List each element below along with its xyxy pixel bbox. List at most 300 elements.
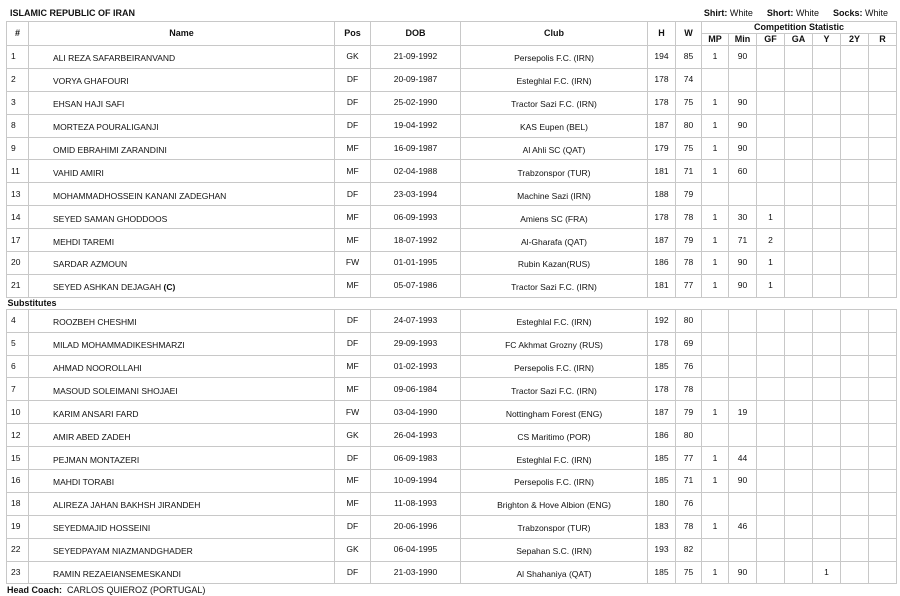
player-position: MF [335,470,371,493]
player-position: DF [335,332,371,355]
player-height: 186 [648,424,676,447]
stat-r [869,424,897,447]
stat-y [813,229,841,252]
player-height: 193 [648,538,676,561]
player-club: Nottingham Forest (ENG) [461,401,648,424]
player-name: MORTEZA POURALIGANJI [29,114,335,137]
col-mp: MP [702,34,729,46]
stat-y [813,183,841,206]
player-club: Al Shahaniya (QAT) [461,561,648,584]
player-position: MF [335,355,371,378]
header-row-1 [7,22,897,34]
stat-y [813,252,841,275]
stat-2y [841,378,869,401]
stat-2y [841,447,869,470]
stat-gf [757,114,785,137]
player-weight: 80 [676,424,702,447]
player-dob: 06-09-1993 [371,206,461,229]
player-dob: 06-09-1983 [371,447,461,470]
head-coach [6,584,890,596]
player-club: KAS Eupen (BEL) [461,114,648,137]
player-dob: 18-07-1992 [371,229,461,252]
stat-y [813,309,841,332]
table-row [7,137,897,160]
stat-2y [841,137,869,160]
player-weight: 82 [676,538,702,561]
player-dob: 01-02-1993 [371,355,461,378]
stat-2y [841,183,869,206]
player-name: RAMIN REZAEIANSEMESKANDI [29,561,335,584]
player-name: ALIREZA JAHAN BAKHSH JIRANDEH [29,492,335,515]
stat-min [729,332,757,355]
player-dob: 25-02-1990 [371,91,461,114]
player-dob: 20-06-1996 [371,515,461,538]
stat-gf [757,515,785,538]
stat-ga [785,401,813,424]
stat-r [869,229,897,252]
substitutes-body [7,309,897,584]
player-number: 18 [7,492,29,515]
stat-min: 90 [729,46,757,69]
stat-r [869,274,897,297]
player-club: Tractor Sazi F.C. (IRN) [461,378,648,401]
stat-y [813,401,841,424]
stat-min [729,309,757,332]
player-weight: 76 [676,492,702,515]
stat-gf [757,91,785,114]
stat-r [869,183,897,206]
stat-min: 60 [729,160,757,183]
stat-2y [841,424,869,447]
table-row [7,355,897,378]
stat-mp: 1 [702,515,729,538]
stat-r [869,114,897,137]
stat-ga [785,137,813,160]
col-dob: DOB [371,22,461,46]
stat-r [869,470,897,493]
stat-ga [785,515,813,538]
player-name: SARDAR AZMOUN [29,252,335,275]
player-dob: 23-03-1994 [371,183,461,206]
table-row [7,378,897,401]
stat-ga [785,160,813,183]
stat-2y [841,492,869,515]
col-ga: GA [785,34,813,46]
col-pos: Pos [335,22,371,46]
player-name: PEJMAN MONTAZERI [29,447,335,470]
stat-gf [757,492,785,515]
stat-r [869,91,897,114]
player-name: MILAD MOHAMMADIKESHMARZI [29,332,335,355]
col-stats-group: Competition Statistic [702,22,897,34]
shirt-color: Shirt: White [703,7,753,18]
stat-gf [757,68,785,91]
table-row [7,561,897,584]
player-position: GK [335,424,371,447]
player-dob: 26-04-1993 [371,424,461,447]
stat-ga [785,492,813,515]
player-dob: 20-09-1987 [371,68,461,91]
stat-gf: 1 [757,252,785,275]
stat-min [729,492,757,515]
table-row [7,515,897,538]
player-height: 194 [648,46,676,69]
stat-mp [702,492,729,515]
player-position: MF [335,137,371,160]
stat-ga [785,252,813,275]
player-height: 185 [648,470,676,493]
player-weight: 78 [676,252,702,275]
player-name: AHMAD NOOROLLAHI [29,355,335,378]
player-name: ROOZBEH CHESHMI [29,309,335,332]
stat-ga [785,378,813,401]
player-weight: 79 [676,401,702,424]
player-number: 10 [7,401,29,424]
stat-ga [785,355,813,378]
stat-r [869,206,897,229]
player-position: FW [335,401,371,424]
player-club: Tractor Sazi F.C. (IRN) [461,91,648,114]
player-height: 187 [648,114,676,137]
head-coach-name: CARLOS QUIEROZ (PORTUGAL) [67,585,206,596]
player-number: 17 [7,229,29,252]
head-coach-label: Head Coach: [7,585,63,596]
stat-min: 71 [729,229,757,252]
stat-min: 19 [729,401,757,424]
shorts-color: Short: White [766,7,819,18]
stat-2y [841,252,869,275]
stat-mp [702,355,729,378]
player-weight: 77 [676,447,702,470]
player-name: MEHDI TAREMI [29,229,335,252]
stat-min: 90 [729,137,757,160]
player-position: MF [335,229,371,252]
stat-min [729,183,757,206]
table-row [7,274,897,297]
stat-r [869,252,897,275]
player-number: 20 [7,252,29,275]
stat-min: 90 [729,561,757,584]
stat-ga [785,91,813,114]
player-number: 7 [7,378,29,401]
player-weight: 75 [676,137,702,160]
stat-min: 30 [729,206,757,229]
player-dob: 29-09-1993 [371,332,461,355]
player-weight: 78 [676,378,702,401]
stat-y [813,137,841,160]
player-number: 13 [7,183,29,206]
player-club: Persepolis F.C. (IRN) [461,46,648,69]
stat-mp: 1 [702,137,729,160]
stat-r [869,538,897,561]
table-row [7,206,897,229]
player-weight: 75 [676,561,702,584]
player-weight: 77 [676,274,702,297]
player-club: Persepolis F.C. (IRN) [461,355,648,378]
stat-2y [841,515,869,538]
player-club: Machine Sazi (IRN) [461,183,648,206]
player-weight: 71 [676,470,702,493]
stat-min: 46 [729,515,757,538]
stat-min: 90 [729,91,757,114]
player-number: 3 [7,91,29,114]
player-club: Persepolis F.C. (IRN) [461,470,648,493]
stat-y [813,378,841,401]
stat-gf [757,137,785,160]
player-name: ALI REZA SAFARBEIRANVAND [29,46,335,69]
player-height: 181 [648,274,676,297]
table-row [7,424,897,447]
stat-r [869,378,897,401]
table-row [7,447,897,470]
stat-mp: 1 [702,252,729,275]
player-height: 183 [648,515,676,538]
col-r: R [869,34,897,46]
player-height: 178 [648,378,676,401]
col-height: H [648,22,676,46]
col-min: Min [729,34,757,46]
stat-mp: 1 [702,229,729,252]
stat-gf [757,160,785,183]
player-position: GK [335,46,371,69]
stat-y [813,114,841,137]
player-dob: 10-09-1994 [371,470,461,493]
table-row [7,492,897,515]
table-row [7,229,897,252]
stat-r [869,447,897,470]
stat-mp: 1 [702,447,729,470]
stat-y [813,515,841,538]
player-dob: 09-06-1984 [371,378,461,401]
player-name: MASOUD SOLEIMANI SHOJAEI [29,378,335,401]
player-number: 11 [7,160,29,183]
stat-mp [702,538,729,561]
stat-ga [785,447,813,470]
player-number: 8 [7,114,29,137]
stat-ga [785,114,813,137]
stat-2y [841,206,869,229]
table-row [7,160,897,183]
player-weight: 69 [676,332,702,355]
stat-2y [841,470,869,493]
table-row [7,91,897,114]
stat-ga [785,538,813,561]
stat-y [813,447,841,470]
stat-r [869,401,897,424]
stat-mp [702,332,729,355]
player-dob: 01-01-1995 [371,252,461,275]
stat-ga [785,424,813,447]
player-weight: 71 [676,160,702,183]
player-height: 185 [648,355,676,378]
stat-min: 90 [729,252,757,275]
player-weight: 80 [676,114,702,137]
player-height: 181 [648,160,676,183]
kit-colors [704,8,888,18]
player-height: 192 [648,309,676,332]
table-row [7,114,897,137]
stat-r [869,561,897,584]
stat-ga [785,206,813,229]
player-position: DF [335,515,371,538]
stat-2y [841,538,869,561]
stat-mp: 1 [702,46,729,69]
stat-2y [841,46,869,69]
stat-ga [785,229,813,252]
stat-min: 90 [729,114,757,137]
stat-gf [757,309,785,332]
stat-2y [841,160,869,183]
player-dob: 19-04-1992 [371,114,461,137]
player-name: SEYED ASHKAN DEJAGAH (C) [29,274,335,297]
stat-2y [841,309,869,332]
stat-gf [757,447,785,470]
stat-ga [785,274,813,297]
player-number: 2 [7,68,29,91]
captain-badge: (C) [163,282,176,293]
player-dob: 02-04-1988 [371,160,461,183]
stat-mp: 1 [702,160,729,183]
stat-r [869,137,897,160]
player-name: AMIR ABED ZADEH [29,424,335,447]
stat-mp [702,183,729,206]
player-number: 16 [7,470,29,493]
table-row [7,538,897,561]
stat-ga [785,309,813,332]
stat-gf: 2 [757,229,785,252]
substitutes-heading-row [7,297,897,309]
stat-y [813,46,841,69]
player-dob: 11-08-1993 [371,492,461,515]
stat-y [813,160,841,183]
player-weight: 85 [676,46,702,69]
stat-gf [757,470,785,493]
stat-r [869,515,897,538]
stat-min [729,424,757,447]
col-weight: W [676,22,702,46]
stat-gf [757,424,785,447]
player-weight: 78 [676,206,702,229]
player-height: 180 [648,492,676,515]
player-position: DF [335,183,371,206]
stat-2y [841,274,869,297]
table-row [7,183,897,206]
player-club: Rubin Kazan(RUS) [461,252,648,275]
stat-r [869,309,897,332]
stat-y [813,538,841,561]
stat-mp: 1 [702,114,729,137]
player-height: 187 [648,229,676,252]
col-club: Club [461,22,648,46]
player-position: DF [335,309,371,332]
player-height: 179 [648,137,676,160]
player-club: Trabzonspor (TUR) [461,515,648,538]
player-number: 14 [7,206,29,229]
squad-table [6,21,897,584]
stat-mp: 1 [702,470,729,493]
player-name: SEYEDMAJID HOSSEINI [29,515,335,538]
stat-r [869,68,897,91]
stat-r [869,332,897,355]
player-name: OMID EBRAHIMI ZARANDINI [29,137,335,160]
stat-2y [841,401,869,424]
player-dob: 24-07-1993 [371,309,461,332]
stat-y [813,470,841,493]
stat-gf [757,46,785,69]
stat-r [869,355,897,378]
player-weight: 76 [676,355,702,378]
substitutes-label: Substitutes [7,297,897,309]
stat-gf [757,332,785,355]
stat-mp [702,378,729,401]
player-name: SEYEDPAYAM NIAZMANDGHADER [29,538,335,561]
table-row [7,252,897,275]
player-number: 1 [7,46,29,69]
player-number: 21 [7,274,29,297]
player-position: DF [335,114,371,137]
player-club: CS Maritimo (POR) [461,424,648,447]
stat-y [813,424,841,447]
player-club: Esteghlal F.C. (IRN) [461,447,648,470]
stat-mp [702,309,729,332]
stat-gf [757,538,785,561]
col-2y: 2Y [841,34,869,46]
stat-ga [785,561,813,584]
player-dob: 05-07-1986 [371,274,461,297]
player-height: 185 [648,561,676,584]
player-number: 19 [7,515,29,538]
stat-y: 1 [813,561,841,584]
player-weight: 79 [676,183,702,206]
player-name: VAHID AMIRI [29,160,335,183]
stat-y [813,492,841,515]
player-name: MOHAMMADHOSSEIN KANANI ZADEGHAN [29,183,335,206]
player-number: 5 [7,332,29,355]
stat-gf [757,378,785,401]
stat-gf: 1 [757,274,785,297]
stat-2y [841,332,869,355]
player-club: Esteghlal F.C. (IRN) [461,68,648,91]
player-club: Brighton & Hove Albion (ENG) [461,492,648,515]
stat-y [813,68,841,91]
player-height: 178 [648,68,676,91]
player-number: 23 [7,561,29,584]
stat-ga [785,332,813,355]
player-club: Al-Gharafa (QAT) [461,229,648,252]
stat-gf [757,401,785,424]
player-position: MF [335,160,371,183]
col-y: Y [813,34,841,46]
stat-gf: 1 [757,206,785,229]
player-name: VORYA GHAFOURI [29,68,335,91]
stat-2y [841,561,869,584]
stat-mp: 1 [702,561,729,584]
table-row [7,46,897,69]
stat-ga [785,183,813,206]
stat-r [869,492,897,515]
player-club: Al Ahli SC (QAT) [461,137,648,160]
player-height: 188 [648,183,676,206]
stat-mp: 1 [702,401,729,424]
stat-2y [841,229,869,252]
table-row [7,68,897,91]
stat-y [813,91,841,114]
squad-sheet [6,0,890,596]
stat-r [869,160,897,183]
player-dob: 21-09-1992 [371,46,461,69]
player-dob: 16-09-1987 [371,137,461,160]
player-number: 22 [7,538,29,561]
